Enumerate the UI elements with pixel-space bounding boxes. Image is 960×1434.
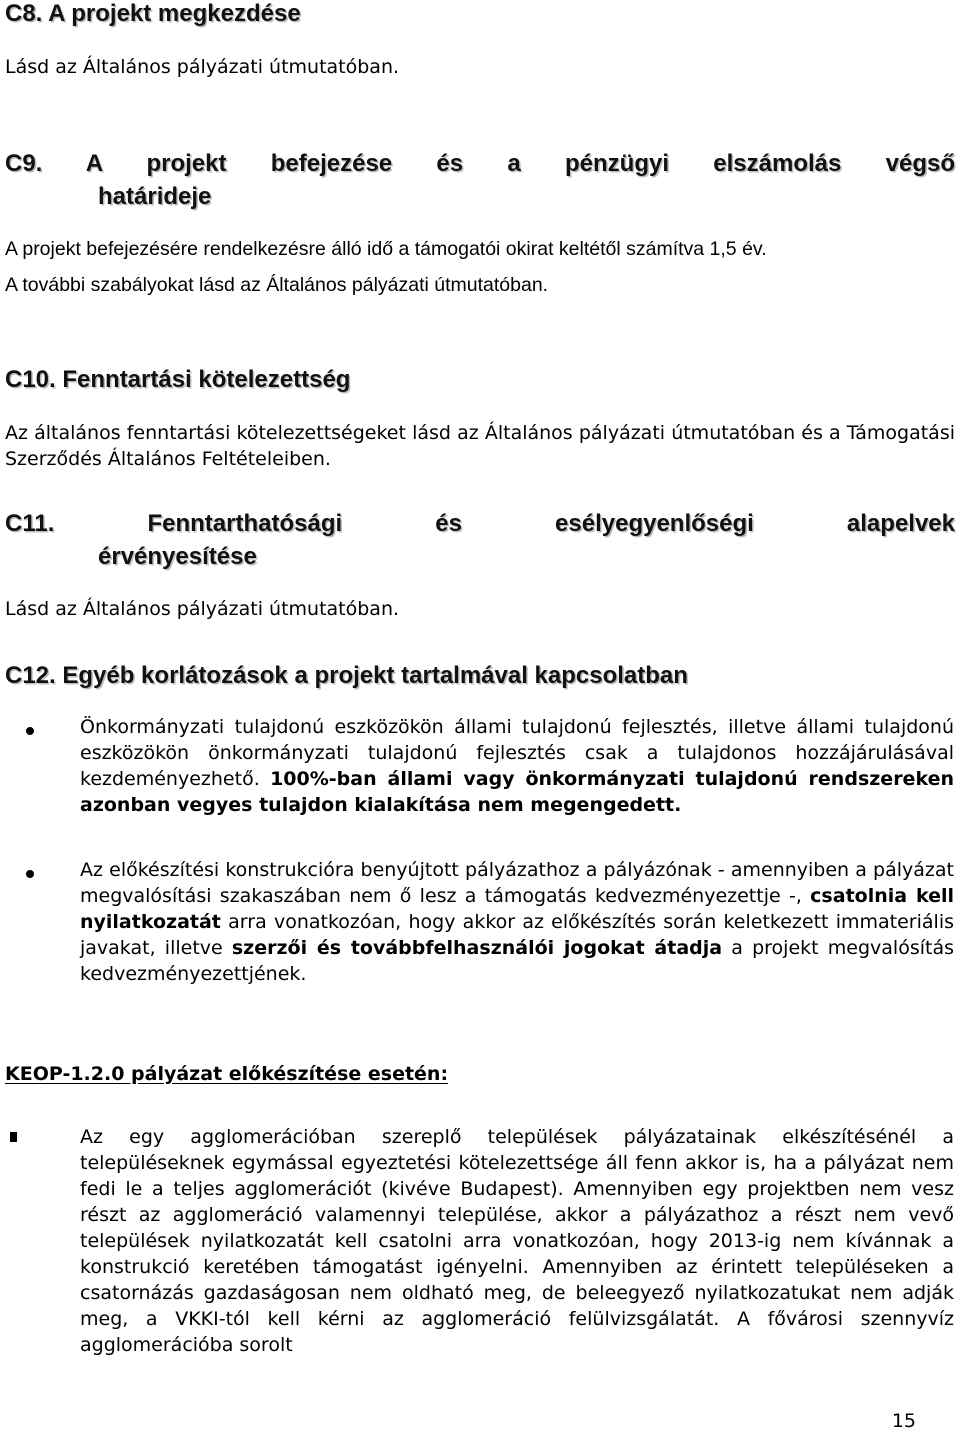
list-item-ownership xyxy=(80,714,954,818)
section-heading-c10: C10. Fenntartási kötelezettség xyxy=(5,366,351,393)
section-heading-c11-line1: C11. Fenntarthatósági és esélyegyenlőségi alapelvek xyxy=(5,510,955,537)
page-number: 15 xyxy=(891,1410,916,1432)
bullet-icon xyxy=(26,870,34,878)
list-item-bold-text: 100%-ban állami vagy önkormányzati tulajdonú rendszereken azonban vegyes tulajdon kialakítása nem megengedett. xyxy=(80,768,954,816)
list-item-text: Az előkészítési konstrukcióra benyújtott pályázathoz a pályázónak - amennyiben a pályázat megvalósítási szakaszában nem ő lesz a támogatás kedvezményezettje -, xyxy=(80,859,954,907)
bullet-icon xyxy=(26,727,34,735)
list-item-preparation xyxy=(80,857,954,987)
list-item-bold-text: csatolnia kell nyilatkozatát xyxy=(80,885,954,933)
keop-heading: KEOP-1.2.0 pályázat előkészítése esetén: xyxy=(5,1063,449,1085)
section-heading-c11-line2: érvényesítése xyxy=(98,543,257,570)
list-item-bold-text: szerzői és továbbfelhasználói jogokat átadja xyxy=(231,937,723,959)
square-bullet-icon xyxy=(10,1132,17,1142)
section-text-c10: Az általános fenntartási kötelezettségeket lásd az Általános pályázati útmutatóban és a Támogatási Szerződés Általános Feltételeiben. xyxy=(5,422,955,470)
section-text-c8: Lásd az Általános pályázati útmutatóban. xyxy=(5,56,400,78)
section-text-c11: Lásd az Általános pályázati útmutatóban. xyxy=(5,598,400,620)
list-item-agglomeration: Az egy agglomerációban szereplő települések pályázatainak elkészítésénél a településeknek egymással egyeztetési kötelezettsége áll fenn akkor is, ha a pályázat nem fedi le a teljes agglomerációt (kivéve Budapest). Amennyiben egy projektben nem vesz részt az agglomeráció valamennyi települése, akkor a pályázathoz a részt nem vevő települések nyilatkozatát kell csatolni arra vonatkozóan, hogy 2013-ig nem kívánnak a konstrukció keretében támogatást igényelni. Amennyiben az érintett településeken a csatornázás gazdaságosan nem oldható meg, de beleegyező nyilatkozatukat nem adják meg, a VKKI-tól kell kérni az agglomeráció felülvizsgálatát. A fővárosi szennyvíz agglomerációba sorolt xyxy=(80,1126,954,1356)
section-heading-c8: C8. A projekt megkezdése xyxy=(5,0,301,27)
section-heading-c9-line2: határideje xyxy=(98,183,212,210)
list-item-text: a projekt megvalósítás kedvezményezettjének. xyxy=(80,937,955,985)
list-item-text: arra vonatkozóan, hogy akkor az előkészítés során keletkezett immateriális javakat, illetve xyxy=(80,911,954,959)
section-heading-c9-line1: C9. A projekt befejezése és a pénzügyi elszámolás végső xyxy=(5,150,955,177)
section-text-c9-line2: A további szabályokat lásd az Általános pályázati útmutatóban. xyxy=(5,274,549,296)
section-heading-c12: C12. Egyéb korlátozások a projekt tartalmával kapcsolatban xyxy=(5,662,688,689)
list-item-text: Önkormányzati tulajdonú eszközökön állami tulajdonú fejlesztés, illetve állami tulajdonú eszközökön önkormányzati tulajdonú fejlesztés csak a tulajdonos hozzájárulásával kezdeményezhető. xyxy=(80,716,954,790)
section-text-c9-line1: A projekt befejezésére rendelkezésre álló idő a támogatói okirat keltétől számítva 1,5 év. xyxy=(5,238,767,260)
